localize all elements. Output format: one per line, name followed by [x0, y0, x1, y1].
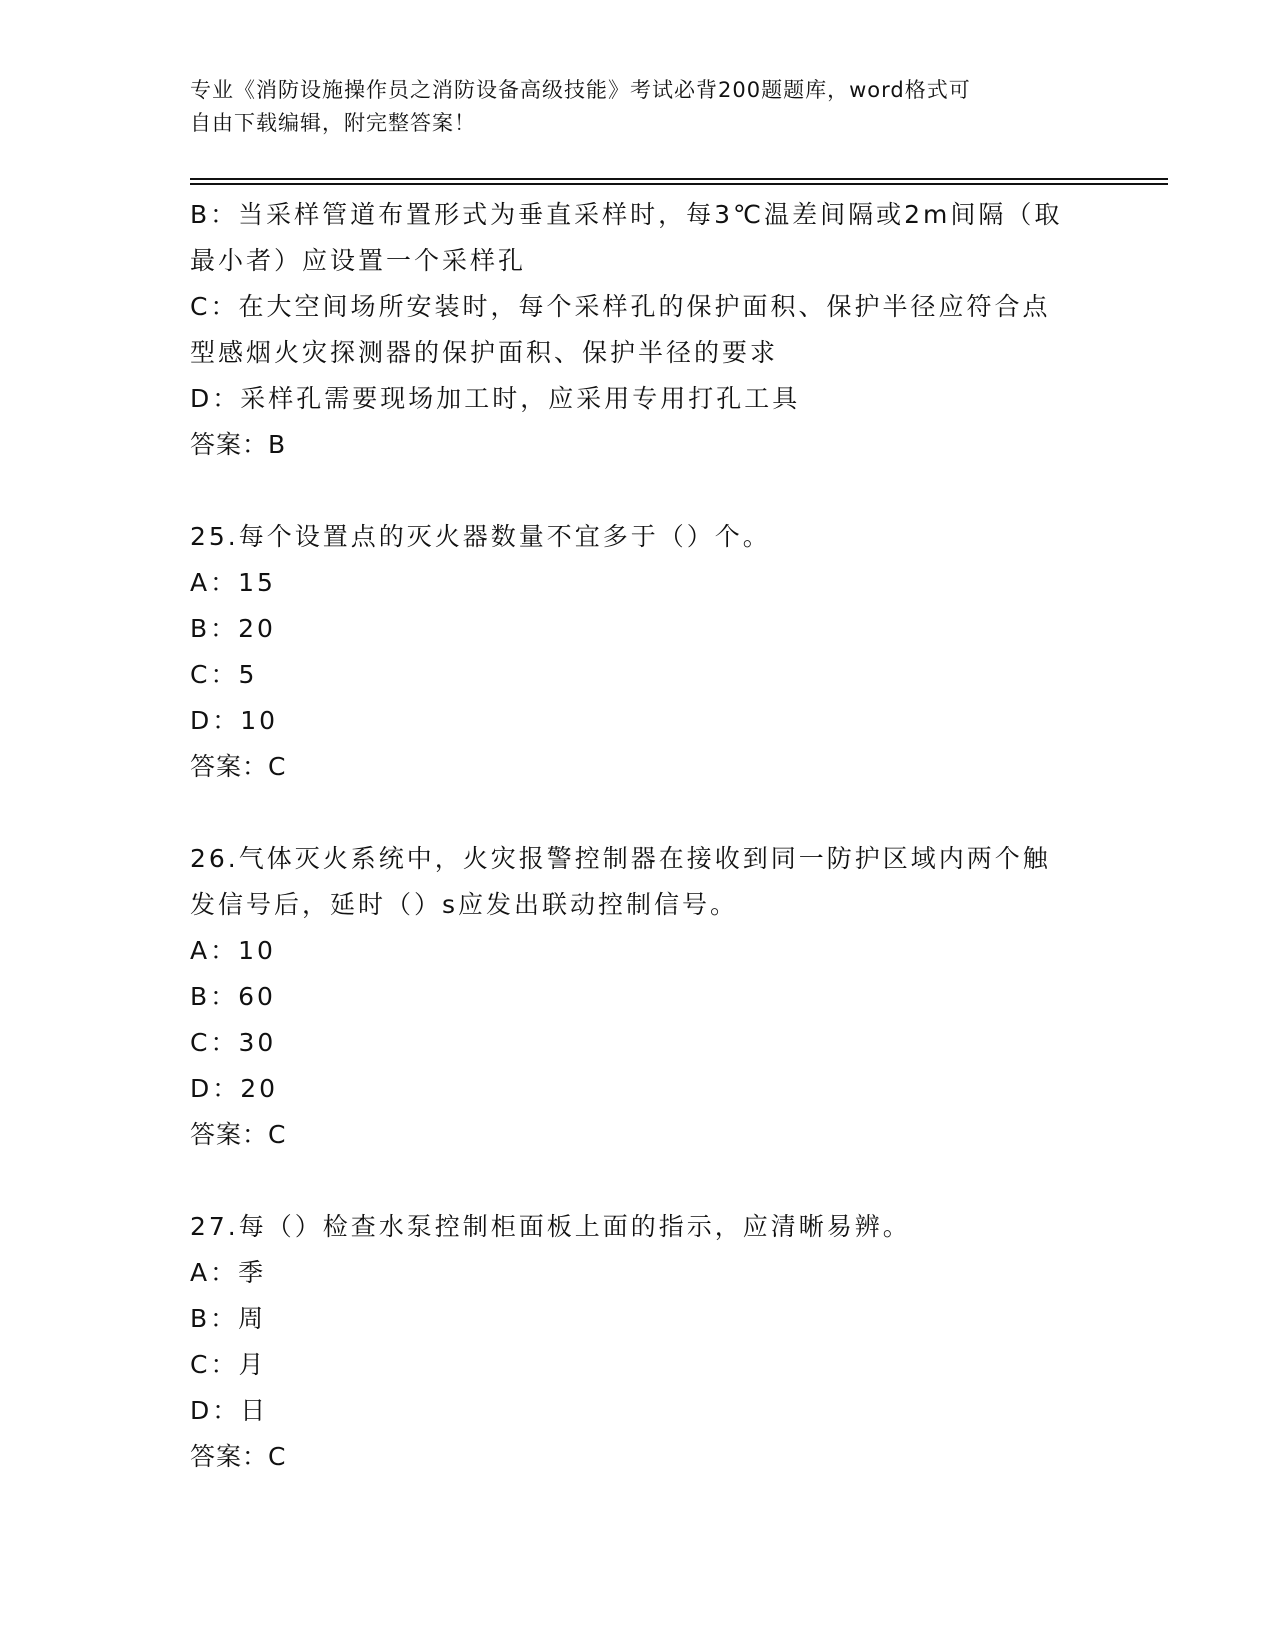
option-c: C：月: [190, 1350, 267, 1379]
question-26: [190, 836, 1130, 1158]
option-b-line-1: B：当采样管道布置形式为垂直采样时，每3℃温差间隔或2m间隔（取: [190, 200, 1063, 229]
option-d: D：10: [190, 706, 279, 735]
option-a: A：10: [190, 936, 276, 965]
header-line-2: 自由下载编辑，附完整答案！: [190, 111, 476, 135]
answer: 答案：C: [190, 752, 287, 781]
question-24-continued: [190, 192, 1130, 468]
question-25: [190, 514, 1130, 790]
option-a: A：季: [190, 1258, 267, 1287]
option-b: B：周: [190, 1304, 267, 1333]
answer: 答案：C: [190, 1120, 287, 1149]
question-stem: 27.每（）检查水泵控制柜面板上面的指示，应清晰易辨。: [190, 1212, 911, 1241]
option-d: D：20: [190, 1074, 279, 1103]
option-d: D：采样孔需要现场加工时，应采用专用打孔工具: [190, 384, 801, 413]
question-stem: 25.每个设置点的灭火器数量不宜多于（）个。: [190, 522, 771, 551]
option-d: D：日: [190, 1396, 269, 1425]
option-b: B：20: [190, 614, 276, 643]
answer: 答案：C: [190, 1442, 287, 1471]
question-stem-line-1: 26.气体灭火系统中，火灾报警控制器在接收到同一防护区域内两个触: [190, 844, 1051, 873]
header-line-1: 专业《消防设施操作员之消防设备高级技能》考试必背200题题库，word格式可: [190, 78, 971, 102]
option-c-line-1: C：在大空间场所安装时，每个采样孔的保护面积、保护半径应符合点: [190, 292, 1051, 321]
question-stem-line-2: 发信号后，延时（）s应发出联动控制信号。: [190, 890, 739, 919]
option-c-line-2: 型感烟火灾探测器的保护面积、保护半径的要求: [190, 338, 779, 367]
document-header: [190, 74, 1090, 140]
option-c: C：30: [190, 1028, 277, 1057]
answer: 答案：B: [190, 430, 287, 459]
option-a: A：15: [190, 568, 276, 597]
option-c: C：5: [190, 660, 258, 689]
header-divider-top: [190, 178, 1168, 180]
question-list: [190, 192, 1130, 1480]
question-27: [190, 1204, 1130, 1480]
option-b: B：60: [190, 982, 276, 1011]
header-divider-bottom: [190, 183, 1168, 185]
option-b-line-2: 最小者）应设置一个采样孔: [190, 246, 527, 275]
